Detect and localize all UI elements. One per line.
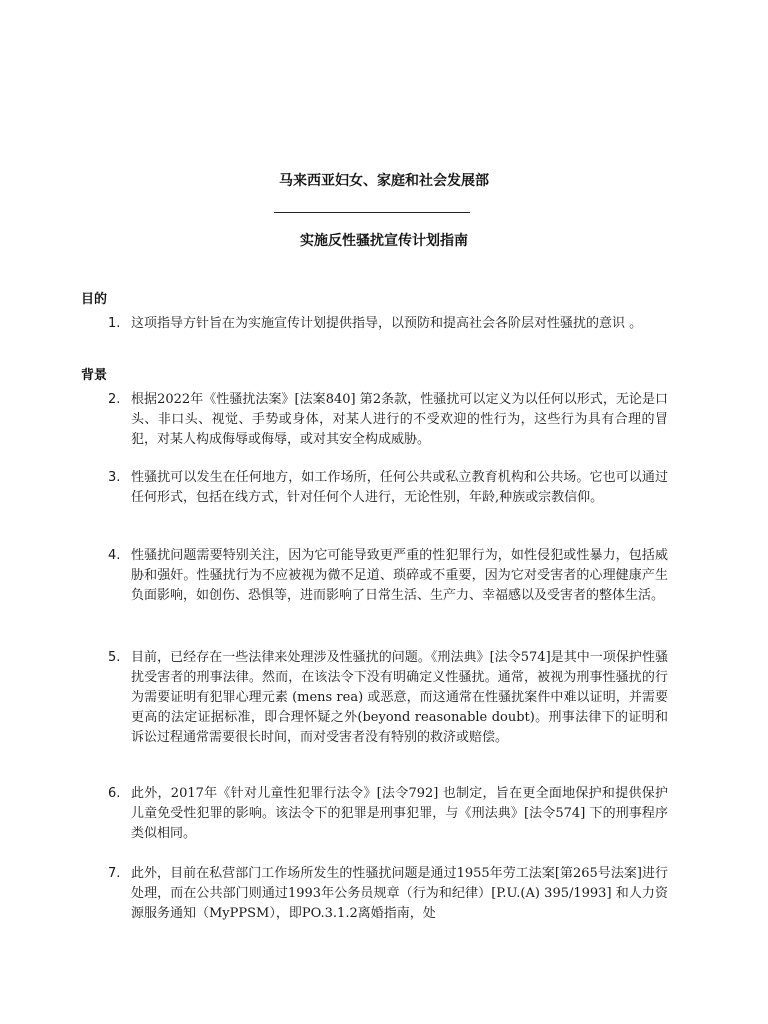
item-number: 3. — [108, 470, 121, 485]
list-item — [108, 864, 668, 924]
item-number: 4. — [108, 548, 121, 563]
item-number: 5. — [108, 650, 121, 665]
item-number: 1. — [108, 316, 121, 331]
list-item — [108, 390, 668, 450]
section-heading-background: 背景 — [81, 368, 108, 383]
list-item — [108, 784, 668, 844]
item-text: 此外，2017年《针对儿童性犯罪行法令》[法令792] 也制定，旨在更全面地保护和提供保护儿童免受性犯罪的影响。该法令下的犯罪是刑事犯罪，与《刑法典》[法令574] 下的刑事程序类似相同。 — [131, 786, 668, 841]
item-text: 根据2022年《性骚扰法案》[法案840] 第2条款，性骚扰可以定义为以任何以形式，无论是口头、非口头、视觉、手势或身体，对某人进行的不受欢迎的性行为，这些行为具有合理的冒犯，对某人构成侮辱或侮辱，或对其安全构成威胁。 — [131, 392, 668, 447]
ministry-title: 马来西亚妇女、家庭和社会发展部 — [279, 173, 489, 189]
list-item — [108, 648, 668, 748]
item-text: 性骚扰问题需要特别关注，因为它可能导致更严重的性犯罪行为，如性侵犯或性暴力，包括威胁和强奸。性骚扰行为不应被视为微不足道、琐碎或不重要，因为它对受害者的心理健康产生负面影响，如创伤、恐惧等，进而影响了日常生活、生产力、幸福感以及受害者的整体生活。 — [131, 548, 668, 603]
title-divider — [274, 212, 470, 213]
list-item — [108, 314, 668, 334]
item-number: 2. — [108, 392, 121, 407]
list-item — [108, 468, 668, 508]
item-text: 此外，目前在私营部门工作场所发生的性骚扰问题是通过1955年劳工法案[第265号法案]进行处理，而在公共部门则通过1993年公务员规章（行为和纪律）[P.U.(A) 395/1993] 和人力资源服务通知（MyPPSM），即PO.3.1.2离婚指南，处 — [131, 866, 668, 921]
item-text: 性骚扰可以发生在任何地方，如工作场所，任何公共或私立教育机构和公共场。它也可以通过任何形式，包括在线方式，针对任何个人进行，无论性别，年龄,种族或宗教信仰。 — [131, 470, 668, 505]
item-number: 6. — [108, 786, 121, 801]
list-item — [108, 546, 668, 606]
section-heading-purpose: 目的 — [81, 292, 108, 307]
item-number: 7. — [108, 866, 121, 881]
item-text: 这项指导方针旨在为实施宣传计划提供指导，以预防和提高社会各阶层对性骚扰的意识 。 — [131, 316, 643, 331]
item-text: 目前，已经存在一些法律来处理涉及性骚扰的问题。《刑法典》[法令574]是其中一项保护性骚扰受害者的刑事法律。然而，在该法令下没有明确定义性骚扰。通常，被视为刑事性骚扰的行为需要证明有犯罪心理元素 (mens rea) 或恶意，而这通常在性骚扰案件中难以证明，并需要更高的法定证据标准，即合理怀疑之外(beyond reasonable doubt)。刑事法律下的证明和诉讼过程通常需要很长时间，而对受害者没有特别的救济或赔偿。 — [131, 650, 668, 745]
document-title: 实施反性骚扰宣传计划指南 — [300, 233, 468, 249]
